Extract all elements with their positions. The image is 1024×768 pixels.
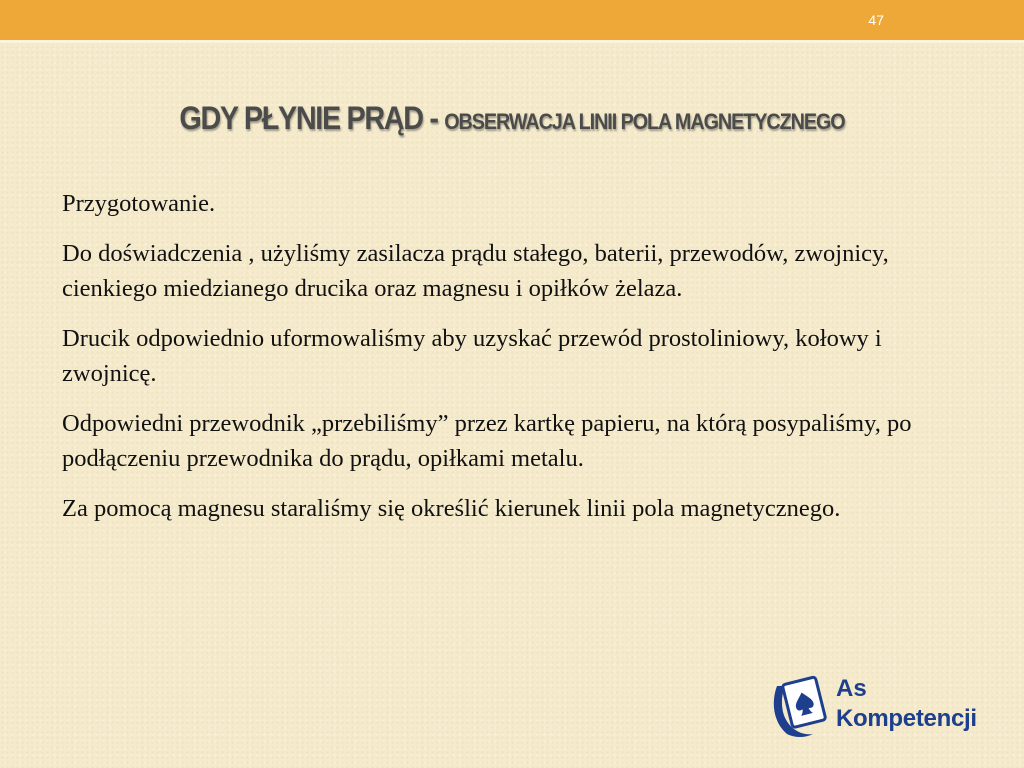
as-kompetencji-logo (771, 672, 1001, 742)
paragraph-filings: Odpowiedni przewodnik „przebiliśmy” przez kartkę papieru, na którą posypaliśmy, po podłączeniu przewodnika do prądu, opiłkami metalu. (62, 410, 912, 472)
top-bar-divider (0, 40, 1024, 43)
top-bar (0, 0, 1024, 40)
paragraph-magnet: Za pomocą magnesu staraliśmy się określić kierunek linii pola magnetycznego. (62, 495, 841, 522)
paragraph-wire-shaping: Drucik odpowiednio uformowaliśmy aby uzyskać przewód prostoliniowy, kołowy i zwojnicę. (62, 325, 882, 387)
slide-body (62, 186, 972, 541)
logo-text-as: As (836, 675, 867, 702)
slide-title-main: GDY PŁYNIE PRĄD - (179, 100, 445, 136)
slide-title-sub: OBSERWACJA LINII POLA MAGNETYCZNEGO (444, 109, 845, 134)
playing-card-spade-icon (771, 672, 831, 738)
slide-title (51, 100, 973, 137)
paragraph-materials: Do doświadczenia , użyliśmy zasilacza prądu stałego, baterii, przewodów, zwojnicy, cienkiego miedzianego drucika oraz magnesu i opiłków żelaza. (62, 240, 889, 302)
paragraph-preparation: Przygotowanie. (62, 190, 216, 217)
logo-text-kompetencji: Kompetencji (836, 705, 977, 732)
logo-wordmark (836, 674, 977, 734)
slide-number: 47 (868, 12, 884, 28)
